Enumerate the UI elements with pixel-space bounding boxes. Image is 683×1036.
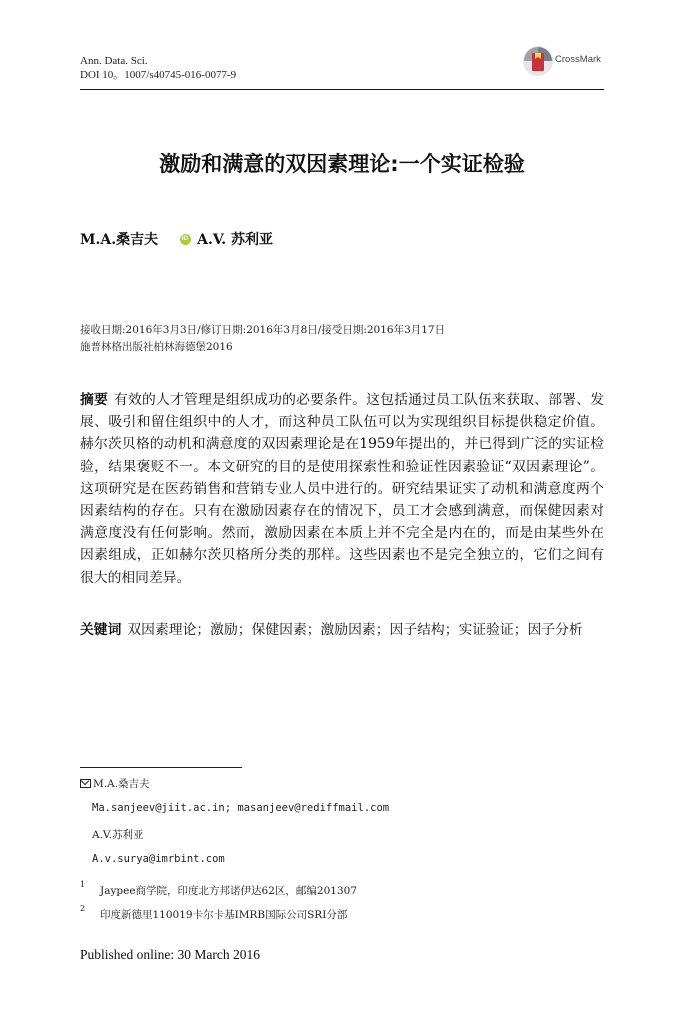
email-link-1[interactable]: Ma.sanjeev@jiit.ac.in; masanjeev@rediffmail.com xyxy=(92,802,390,814)
article-dates xyxy=(80,322,445,356)
footnote-author-2: A.V.苏利亚 xyxy=(92,829,144,841)
keywords xyxy=(80,619,604,641)
author-1: M.A.桑吉夫 xyxy=(80,232,159,248)
affiliation-1-number: 1 xyxy=(80,880,86,889)
envelope-icon xyxy=(80,779,91,788)
abstract-heading: 摘要 xyxy=(80,392,109,408)
affiliation-2-text: 印度新德里110019卡尔卡基IMRB国际公司SRI分部 xyxy=(100,909,348,921)
crossmark-badge[interactable] xyxy=(522,44,608,78)
doi[interactable]: DOI 10。1007/s40745-016-0077-9 xyxy=(80,69,237,81)
abstract-text: 有效的人才管理是组织成功的必要条件。这包括通过员工队伍来获取、部署、发展、吸引和留住组织中的人才，而这种员工队伍可以为实现组织目标提供稳定价值。赫尔茨贝格的动机和满意度的双因素理论是在1959年提出的，并已得到广泛的实证检验，结果褒贬不一。本文研究的目的是使用探索性和验证性因素验证“双因素理论”。这项研究是在医药销售和营销专业人员中进行的。研究结果证实了动机和满意度两个因素结构的存在。只有在激励因素存在的情况下，员工才会感到满意，而保健因素对满意度没有任何影响。然而，激励因素在本质上并不完全是内在的，而是由某些外在因素组成，正如赫尔茨贝格所分类的那样。这些因素也不是完全独立的，它们之间有很大的相同差异。 xyxy=(80,392,605,586)
email-link-2[interactable]: A.v.surya@imrbint.com xyxy=(92,853,225,865)
affiliation-1-text: Jaypee商学院，印度北方邦诺伊达62区，邮编201307 xyxy=(100,885,357,897)
crossmark-label: CrossMark xyxy=(555,54,601,65)
affiliation-2-number: 2 xyxy=(80,904,86,913)
abstract xyxy=(80,389,604,589)
affiliation-2 xyxy=(80,904,348,922)
copyright-line: 施普林格出版社柏林海德堡2016 xyxy=(80,341,233,353)
paper-title: 激励和满意的双因素理论:一个实证检验 xyxy=(159,152,525,176)
corresponding-author xyxy=(80,776,150,791)
affiliation-1 xyxy=(80,880,357,898)
author-line xyxy=(80,229,273,249)
dates-line: 接收日期:2016年3月3日/修订日期:2016年3月8日/接受日期:2016年3月17日 xyxy=(80,324,446,336)
keywords-heading: 关键词 xyxy=(80,622,122,638)
keywords-text: 双因素理论；激励；保健因素；激励因素；因子结构；实证验证；因子分析 xyxy=(127,622,583,638)
author-2: A.V. 苏利亚 xyxy=(197,232,274,248)
published-date: Published online: 30 March 2016 xyxy=(80,947,260,962)
crossmark-icon xyxy=(522,44,554,78)
header-rule xyxy=(80,89,604,90)
journal-header xyxy=(80,54,236,82)
orcid-icon[interactable] xyxy=(180,234,191,245)
corresponding-name: M.A.桑吉夫 xyxy=(93,778,150,790)
journal-name: Ann. Data. Sci. xyxy=(80,55,148,67)
footnote-rule xyxy=(80,767,242,768)
